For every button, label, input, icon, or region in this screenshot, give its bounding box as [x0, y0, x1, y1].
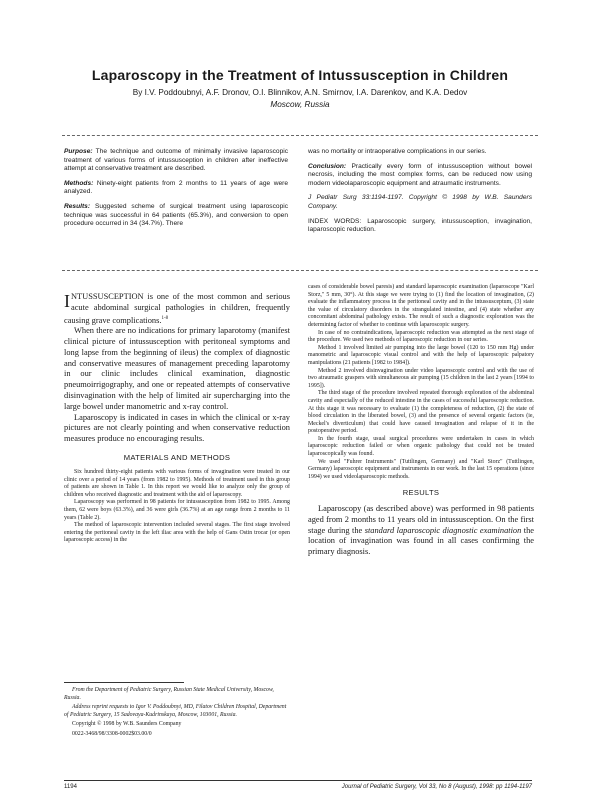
methods-paragraph-6: Method 1 involved limited air pumping into the large bowel (120 to 150 mm Hg) under manometric and laparoscopic visual control and with the help of laparoscopic palpatory manipulations (21 patients [1982 to 1984]).	[308, 344, 534, 366]
footnote-reprint: Address reprint requests to Igor V. Poddoubnyi, MD, Filatov Children Hospital, Department of Pediatric Surgery, 15 Sadovaya-Kudrinskaya, Moscow, 103001, Russia.	[64, 704, 287, 718]
article-title: Laparoscopy in the Treatment of Intussusception in Children	[91, 67, 509, 83]
results-paragraph-1: Laparoscopy (as described above) was performed in 98 patients aged from 2 months to 11 years old in intussusception. On the first stage during the standard laparoscopic diagnostic examination the location of invagination was found in all cases confirming the primary diagnosis.	[308, 504, 535, 557]
abstract-top-rule	[62, 135, 538, 136]
abstract-citation: J Pediatr Surg 33:1194-1197. Copyright © 1998 by W.B. Saunders Company.	[308, 194, 532, 210]
abstract-results-continued: was no mortality or intraoperative complications in our series.	[308, 148, 487, 155]
journal-reference: Journal of Pediatric Surgery, Vol 33, No 8 (August), 1998: pp 1194-1197	[341, 784, 532, 790]
abstract-right-column	[308, 148, 532, 241]
intro-paragraph-3: Laparoscopy is indicated in cases in which the clinical or x-ray pictures are not clearly pointing and when conservative reduction measures produce no encouraging results.	[64, 412, 290, 444]
methods-paragraph-9: In the fourth stage, usual surgical procedures were undertaken in cases in which laparoscopic reduction failed or when organic pathology that could not be treated laparoscopically was found.	[308, 435, 534, 458]
methods-paragraph-3: The method of laparoscopic intervention included several stages. The first stage involved entering the peritoneal cavity in the left iliac area with the help of Gans Ostin trocar (or open laparoscopic access) in the	[64, 522, 290, 544]
footnote-affiliation: From the Department of Pediatric Surgery, Russian State Medical University, Moscow, Russia.	[64, 687, 274, 701]
intro-paragraph-2: When there are no indications for primary laparotomy (manifest clinical picture of intussusception with peritoneal symptoms and long lapse from the beginning of ileus) the complex of diagnostic and conservative measures of management preceding laparotomy in our clinic includes clinical examination, diagnostic pneumoirrigography, and one or repeated attempts of conservative disinvagination with the help of limited air supercharging into the large bowel under manometric and x-ray control.	[64, 326, 290, 411]
abstract-purpose: Purpose: The technique and outcome of minimally invasive laparoscopic treatment of various forms of intussusception in children after ineffective attempt at conservative treatment are described.	[64, 148, 289, 173]
methods-paragraph-8: The third stage of the procedure involved repeated thorough exploration of the abdominal cavity and especially of the reduced intestine in the cases of successful laparoscopic reduction. At this stage it was necessary to evaluate (1) the completeness of reduction, (2) the state of blood circulation in the liberated bowel, (3) and the presence of several organic factors (ie, Meckel's diverticulum) that could have caused invagination and relapse of it in the postoperative period.	[308, 390, 534, 435]
page-number: 1194	[64, 784, 77, 790]
drop-cap: I	[64, 291, 70, 311]
footnote-rule	[64, 682, 184, 683]
author-block	[40, 87, 560, 111]
abstract-conclusion: Conclusion: Practically every form of intussusception without bowel necrosis, including the most complex forms, can be reduced now using modern videolaparoscopic equipment and atraumatic instruments.	[308, 162, 532, 187]
abstract-results: Results: Suggested scheme of surgical treatment using laparoscopic technique was successful in 64 patients (65.3%), and conversion to open procedure occurred in 34 (34.7%). There	[64, 202, 288, 228]
methods-paragraph-5: In case of no contraindications, laparoscopic reduction was attempted as the next stage of the procedure. We used two methods of laparoscopic reduction in our series.	[308, 329, 534, 344]
footer-rule	[64, 780, 532, 781]
methods-paragraph-4: cases of considerable bowel paresis) and standard laparoscopic examination (laparoscope "Karl Storz," 5 mm, 30°). At this stage we were trying to (1) find the location of invagination, (2) evaluate the inflammatory process in the peritoneal cavity and in the intussusceptum, (3) state the value of circulatory disorders in the strangulated intestine, and (4) state whether any concomitant abdominal pathology exists. The result of such a diagnostic exploration was the determining factor of whether to continue with laparoscopic surgery.	[308, 284, 534, 328]
methods-paragraph-2: Laparoscopy was performed in 98 patients for intussusception from 1982 to 1995. Among them, 62 were boys (63.3%), and 36 were girls (36.7%) at an age range from 2 months to 11 years (Table 2).	[64, 499, 290, 521]
author-affiliation: Moscow, Russia	[270, 100, 330, 109]
footnote-copyright: Copyright © 1998 by W.B. Saunders Company	[72, 721, 182, 728]
section-heading-results: RESULTS	[402, 488, 440, 498]
footnote-code: 0022-3468/98/3308-0002$03.00/0	[72, 730, 152, 737]
footnote-block	[64, 687, 290, 741]
methods-paragraph-1: Six hundred thirty-eight patients with various forms of invagination were treated in our clinic over a period of 14 years (from 1982 to 1995). Methods of treatment used in this group of patients are shown in Table 1. In this report we would like to analyze only the group of children who received diagnostic and treatment with the aid of laparoscopy.	[64, 469, 290, 498]
body-left-column	[64, 292, 290, 545]
methods-paragraph-10: We used "Fuhrer Instruments" (Tuttlingen, Germany) and "Karl Storz" (Tuttlingen, Germany) laparoscopic equipment and instruments in our work. In the last 15 operations (since 1994) we used videolaparoscopic methods.	[308, 458, 534, 480]
intro-paragraph-1: INTUSSUSCEPTION is one of the most common and serious acute abdominal surgical pathologies in children, frequently causing grave complications.$^{1-8}$	[64, 291, 290, 325]
methods-paragraph-7: Method 2 involved disinvagination under video laparoscopic control and with the use of two atraumatic graspers with simultaneous air pumping (15 children in the last 2 years [1994 to 1995]).	[308, 367, 534, 389]
abstract-left-column	[64, 148, 288, 235]
section-heading-methods: MATERIALS AND METHODS	[123, 452, 231, 462]
index-words: INDEX WORDS: Laparoscopic surgery, intussusception, invagination, laparoscopic reduction.	[308, 217, 532, 234]
body-right-column	[308, 284, 534, 558]
abstract-methods: Methods: Ninety-eight patients from 2 months to 11 years of age were analyzed.	[64, 179, 288, 196]
abstract-bottom-rule	[62, 270, 538, 271]
author-list: By I.V. Poddoubnyi, A.F. Dronov, O.I. Blinnikov, A.N. Smirnov, I.A. Darenkov, and K.A. Dedov	[132, 88, 468, 97]
